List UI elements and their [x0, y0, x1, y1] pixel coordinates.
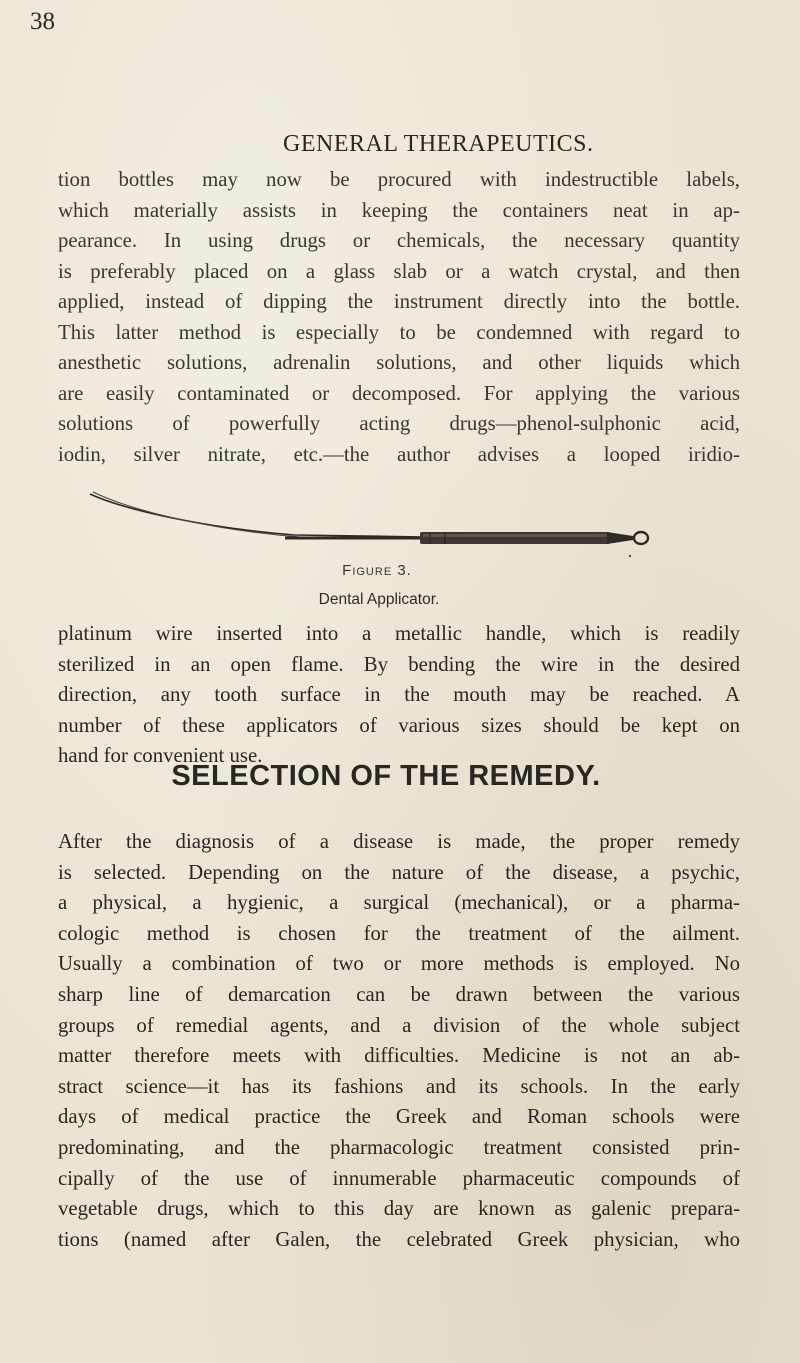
section-heading: [0, 760, 800, 793]
running-head-text: GENERAL THERAPEUTICS.: [283, 131, 594, 157]
text-line: cipally of the use of innumerable pharmaceutic compounds of: [58, 1166, 740, 1190]
text-line: solutions of powerfully acting drugs—phenol-sulphonic acid,: [58, 412, 740, 435]
text-line: sharp line of demarcation can be drawn between the various: [58, 982, 740, 1006]
page-number: 38: [30, 8, 55, 35]
text-line: hand for convenient use.: [58, 744, 263, 768]
text-line: number of these applicators of various sizes should be kept on: [58, 713, 740, 737]
text-line: pearance. In using drugs or chemicals, the necessary quantity: [58, 229, 740, 252]
paragraph-selection: [58, 827, 740, 1255]
text-line: groups of remedial agents, and a division of the whole subject: [58, 1013, 740, 1037]
text-line: tions (named after Galen, the celebrated Greek physician, who: [58, 1227, 740, 1251]
figure-label-text: Figure 3.: [342, 562, 412, 579]
text-line: tion bottles may now be procured with indestructible labels,: [58, 168, 740, 191]
paragraph-bottles: [58, 165, 740, 470]
dental-applicator-illustration: [85, 488, 660, 558]
text-line: is preferably placed on a glass slab or a watch crystal, and then: [58, 259, 740, 283]
text-line: This latter method is especially to be condemned with regard to: [58, 320, 740, 344]
section-heading-text: SELECTION OF THE REMEDY.: [171, 760, 601, 792]
text-line: days of medical practice the Greek and Roman schools were: [58, 1105, 740, 1129]
text-line: sterilized in an open flame. By bending the wire in the desired: [58, 652, 740, 676]
text-line: iodin, silver nitrate, etc.—the author advises a looped iridio-: [58, 442, 740, 466]
text-line: platinum wire inserted into a metallic handle, which is readily: [58, 622, 740, 645]
text-line: Usually a combination of two or more methods is employed. No: [58, 952, 740, 976]
text-line: direction, any tooth surface in the mouth may be reached. A: [58, 683, 740, 707]
text-line: a physical, a hygienic, a surgical (mechanical), or a pharma-: [58, 891, 740, 915]
figure-label: [0, 562, 800, 579]
figure-title-text: Dental Applicator.: [318, 591, 440, 608]
text-line: anesthetic solutions, adrenalin solutions, and other liquids which: [58, 351, 740, 374]
text-line: After the diagnosis of a disease is made, the proper remedy: [58, 830, 740, 853]
text-line: vegetable drugs, which to this day are known as galenic prepara-: [58, 1197, 740, 1221]
text-line: which materially assists in keeping the containers neat in ap-: [58, 198, 740, 222]
text-line: matter therefore meets with difficulties. Medicine is not an ab-: [58, 1044, 740, 1068]
paragraph-applicator: [58, 619, 740, 772]
text-line: applied, instead of dipping the instrument directly into the bottle.: [58, 290, 740, 313]
text-line: are easily contaminated or decomposed. For applying the various: [58, 381, 740, 405]
text-line: cologic method is chosen for the treatment of the ailment.: [58, 921, 740, 945]
text-line: predominating, and the pharmacologic treatment consisted prin-: [58, 1135, 740, 1159]
text-line: is selected. Depending on the nature of the disease, a psychic,: [58, 860, 740, 884]
figure-title: [0, 591, 800, 609]
text-line: stract science—it has its fashions and its schools. In the early: [58, 1074, 740, 1098]
